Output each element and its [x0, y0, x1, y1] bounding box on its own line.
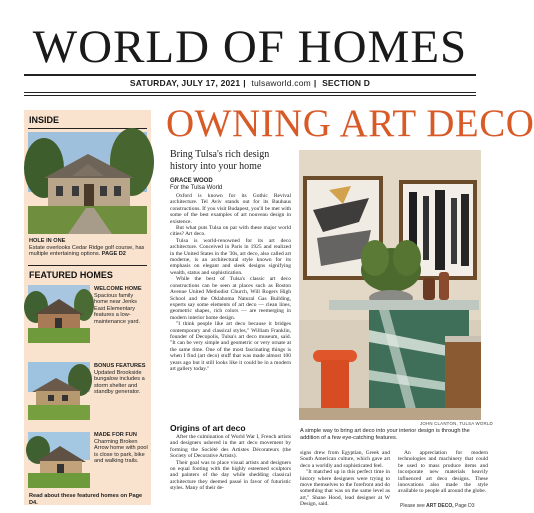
byline-org: For the Tulsa World — [170, 185, 223, 191]
story-paragraph-1: Oxford is known for its Gothic Revival architecture. Tel Aviv stands out for its Bauhaus constructions. If you visit Budapest, you'll be met with some of the best examples of art nouveau design in existence. — [170, 193, 291, 225]
story-column-2 — [300, 450, 390, 508]
story-paragraph-3: Tulsa is world-renowned for its art deco architecture. Conceived in Paris in 1925 and realized in the United States in the '30s, art deco, also called art moderne, is an architectural style known for its emphasis on elegant and sleek designs signifying wealth, status and sophistication. — [170, 237, 291, 276]
section-label: SECTION D — [322, 78, 371, 88]
featured-home-3-illustration — [28, 432, 90, 488]
inside-caption — [29, 238, 147, 258]
featured-home-1-title: WELCOME HOME — [94, 286, 142, 292]
featured-home-2-title: BONUS FEATURES — [94, 363, 146, 369]
story-column-1 — [170, 193, 291, 421]
featured-home-2 — [94, 363, 148, 396]
sidebar-panel — [24, 110, 151, 505]
story-paragraph-4: While the best of Tulsa's classic art deco constructions can be seen at places such as Boston Avenue United Methodist Church, Will Rogers High School and the Oklahoma Natural Gas Building, experts say some elements of art deco — clean lines, geometric shapes, rich colors — are reemerging in modern interior home design. — [170, 276, 291, 321]
story-paragraph-col2-1: signs drew from Egyptian, Greek and South American culture, which gave art deco a worldly and sophisticated feel. — [300, 450, 390, 469]
story-paragraph-2: But what puts Tulsa on par with these major world cities? Art deco. — [170, 225, 291, 238]
story-paragraph-origins-2: Their goal was to place visual artists and designers on equal footing with the highly esteemed sculptors and painters of the day while shedding classical architecture they deemed passé in favor of futuristic styles. Many of their de- — [170, 459, 291, 492]
masthead-rule-top — [24, 74, 476, 76]
art-deco-interior-photo[interactable] — [299, 150, 481, 420]
story-paragraph-col3-1: An appreciation for modern technologies and machinery that could be used to mass produce items and incorporate new materials heavily influenced art deco designs. These innovations also made the style available to people all around the globe. — [398, 450, 488, 495]
featured-home-photo-1[interactable] — [28, 285, 90, 343]
story-deck: Bring Tulsa's rich design history into your home — [170, 149, 270, 172]
featured-home-3-text: Charming Broken Arrow home with pool is close to park, bike and walking trails. — [94, 438, 148, 465]
featured-home-1-text: Spacious family home near Jenks East Elementary features a low-maintenance yard. — [94, 292, 141, 325]
story-column-1-continued — [170, 434, 291, 504]
featured-home-1-illustration — [28, 285, 90, 343]
inside-estate-photo[interactable] — [28, 132, 147, 234]
continued-page: Page D3 — [453, 503, 475, 509]
story-byline — [170, 178, 222, 192]
dateline: SATURDAY, JULY 17, 2021 | tulsaworld.com | SECTION D — [129, 78, 371, 88]
featured-label-rule-top — [28, 265, 147, 266]
story-paragraph-origins-1: After the culmination of World War I, French artists and designers ushered in the art deco movement by forming the Société des Artistes Décorateurs (the Society of Decorative Artists). — [170, 434, 291, 460]
masthead-rule-bottom — [24, 92, 476, 93]
estate-photo-illustration — [28, 132, 147, 234]
inside-label: INSIDE — [29, 115, 60, 125]
masthead-rule-bottom-thin — [24, 95, 476, 96]
photo-credit: JOHN CLANTON, TULSA WORLD — [420, 421, 493, 426]
featured-home-3-title: MADE FOR FUN — [94, 432, 137, 438]
featured-home-2-illustration — [28, 362, 90, 420]
story-column-3 — [398, 450, 488, 504]
issue-date: SATURDAY, JULY 17, 2021 — [129, 78, 241, 88]
inside-caption-title: HOLE IN ONE — [29, 238, 66, 244]
inside-caption-text: Estate overlooks Cedar Ridge golf course, has multiple entertaining options. — [29, 244, 145, 258]
interior-photo-illustration — [299, 150, 481, 420]
story-headline: OWNING ART DECO — [166, 102, 534, 145]
masthead-title: WORLD OF HOMES — [32, 21, 468, 73]
story-paragraph-5: "I think people like art deco because it bridges contemporary and classical styles," William Franklin, founder of Decopolis, Tulsa's art deco museum, said. "It can be very simple and geometric or very ornate at the same time. One of the most fascinating things is when I find (art deco) stuff that was made almost 100 years ago but it still looks like it could be in a modern art gallery today." — [170, 321, 291, 372]
continued-text: Please see — [400, 503, 427, 509]
featured-homes-label: FEATURED HOMES — [29, 270, 113, 280]
featured-read-more[interactable]: Read about these featured homes on Page D4. — [29, 493, 143, 506]
story-subhead: Origins of art deco — [170, 423, 246, 433]
site-link[interactable]: tulsaworld.com — [251, 78, 311, 88]
byline-name: GRACE WOOD — [170, 178, 213, 184]
featured-home-photo-2[interactable] — [28, 362, 90, 420]
continued-on-line[interactable] — [400, 503, 475, 509]
featured-home-photo-3[interactable] — [28, 432, 90, 488]
featured-home-2-text: Updated Brookside bungalow includes a storm shelter and standby generator. — [94, 369, 145, 396]
featured-home-3 — [94, 432, 148, 465]
featured-home-1 — [94, 286, 148, 326]
story-paragraph-col2-2: "It matched up in this perfect time in history where designers were trying to move themselves to the forefront and do something that was on the same level as art," Shane Hood, lead designer at W Design, said. — [300, 469, 390, 508]
continued-strong: ART DECO, — [426, 503, 454, 509]
inside-caption-page[interactable]: PAGE D2 — [101, 251, 126, 258]
photo-caption: A simple way to bring art deco into your interior design is through the addition of a few eye-catching features. — [300, 428, 470, 441]
